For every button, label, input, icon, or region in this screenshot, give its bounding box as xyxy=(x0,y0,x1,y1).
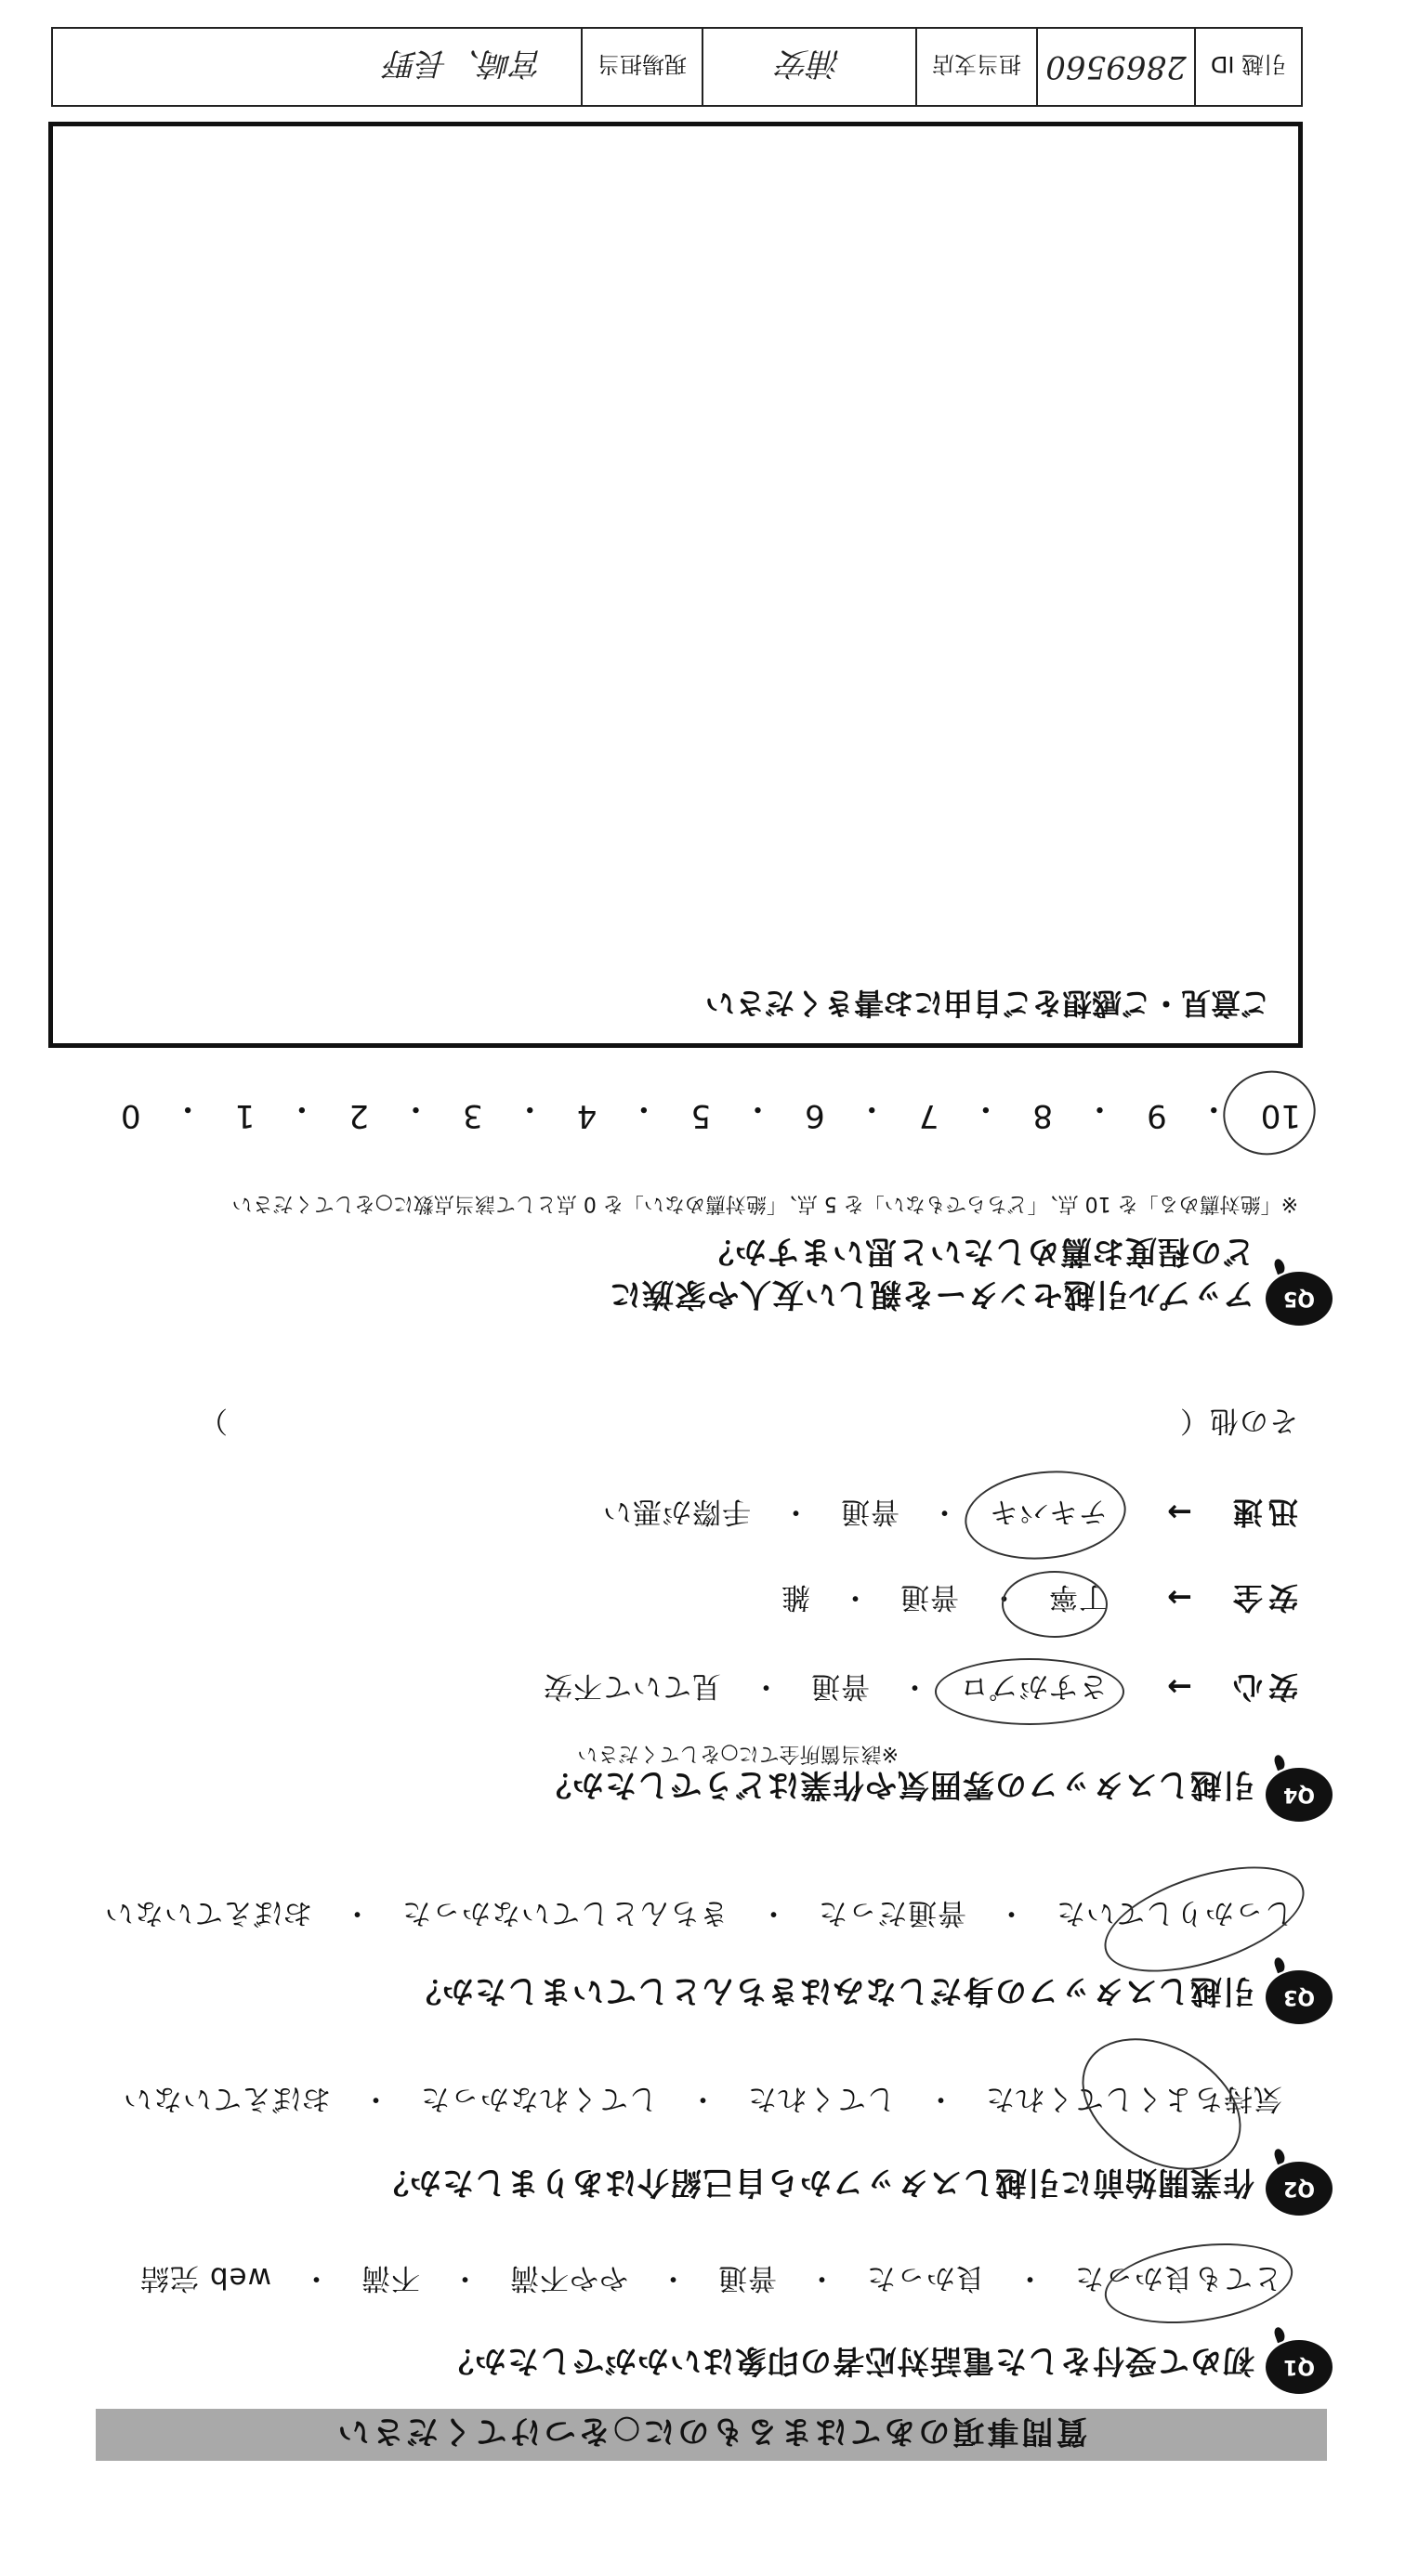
scale-dot: ・ xyxy=(969,1090,1002,1127)
scale-9[interactable]: 9 xyxy=(1147,1097,1167,1134)
q5-note: ※「絶対薦める」を 10 点、「どちらでもない」を 5 点、「絶対薦めない」を 0 点として該当点数に○をしてください xyxy=(231,1192,1298,1215)
q4-label-jinsoku: 迅速 → xyxy=(1162,1495,1298,1530)
instruction-text: 質問事項のあてはまるものに○をつけてください xyxy=(335,2413,1088,2451)
scale-3[interactable]: 3 xyxy=(463,1097,483,1134)
q3-question: 引越しスタッフの身だしなみはきちんとしていましたか？ xyxy=(409,1972,1254,2009)
q5-question-line1: アップル引越センターを親しい友人や家族に xyxy=(609,1275,1254,1313)
q4-jinsoku-circle xyxy=(961,1463,1131,1567)
scale-8[interactable]: 8 xyxy=(1032,1097,1054,1134)
scale-dot: ・ xyxy=(400,1090,432,1127)
q4-options-anzen[interactable]: 丁寧 ・ 普通 ・ 雑 xyxy=(781,1580,1108,1614)
scale-dot: ・ xyxy=(1083,1090,1116,1127)
scale-4[interactable]: 4 xyxy=(576,1097,597,1134)
scale-6[interactable]: 6 xyxy=(805,1097,825,1134)
q3-options[interactable]: しっかりしていた ・ 普通だった ・ きちんとしていなかった ・ おぼえていない xyxy=(104,1896,1293,1929)
scale-2[interactable]: 2 xyxy=(348,1097,369,1134)
q4-other[interactable]: その他（ ） xyxy=(198,1404,1298,1437)
scale-dot: ・ xyxy=(514,1090,546,1127)
staff-label: 現場担当 xyxy=(581,29,702,105)
instruction-header xyxy=(96,2409,1327,2461)
staff-value[interactable]: 宮崎、長野 xyxy=(386,45,544,83)
q4-question: 引越しスタッフの雰囲気や作業はどうでしたか？ xyxy=(539,1766,1254,1803)
q4-label-anshin: 安心 → xyxy=(1162,1669,1298,1705)
scale-dot: ・ xyxy=(1198,1090,1230,1127)
id-value[interactable]: 2869560 xyxy=(1036,29,1194,105)
scale-10[interactable]: 10 xyxy=(1260,1097,1301,1134)
q2-question: 作業開始前に引越しスタッフから自己紹介はありましたか？ xyxy=(376,2164,1254,2201)
q4-anshin-circle xyxy=(935,1658,1124,1725)
scale-dot: ・ xyxy=(627,1090,660,1127)
scale-1[interactable]: 1 xyxy=(234,1097,256,1134)
q4-options-jinsoku[interactable]: テキパキ ・ 普通 ・ 手際が悪い xyxy=(602,1495,1108,1528)
q4-options-anshin[interactable]: さすがプロ ・ 普通 ・ 見ていて不安 xyxy=(543,1669,1108,1703)
scale-dot: ・ xyxy=(742,1090,774,1127)
comment-box[interactable] xyxy=(48,122,1303,1048)
id-label: 引越 ID xyxy=(1194,29,1301,105)
q1-answer-circle xyxy=(1099,2232,1297,2334)
q4-badge: Q4 xyxy=(1266,1768,1333,1822)
q1-badge: Q1 xyxy=(1266,2340,1333,2394)
branch-value[interactable]: 浦安 xyxy=(702,29,915,105)
q5-question-line2: どの程度お薦めしたいと思いますか？ xyxy=(702,1233,1254,1270)
q2-badge: Q2 xyxy=(1266,2162,1333,2216)
q4-note: ※該当箇所全てに○をしてください xyxy=(577,1742,899,1765)
id-table xyxy=(51,27,1303,107)
scale-dot: ・ xyxy=(172,1090,204,1127)
scale-7[interactable]: 7 xyxy=(918,1097,939,1134)
q3-badge: Q3 xyxy=(1266,1970,1333,2024)
branch-label: 担当支店 xyxy=(915,29,1036,105)
scale-0[interactable]: 0 xyxy=(121,1097,141,1134)
q1-options[interactable]: とても良かった ・ 良かった ・ 普通 ・ やや不満 ・ 不満 ・ web 完結 xyxy=(139,2261,1282,2295)
q5-badge: Q5 xyxy=(1266,1272,1333,1326)
q5-answer-circle xyxy=(1214,1061,1325,1166)
scale-dot: ・ xyxy=(285,1090,318,1127)
comment-title: ご意見・ご感想をご自由にお書きください xyxy=(704,986,1270,1021)
q1-question: 初めて受付をした電話対応者の印象はいかがでしたか？ xyxy=(441,2342,1254,2379)
q4-anzen-circle xyxy=(1002,1571,1108,1638)
scale-dot: ・ xyxy=(856,1090,888,1127)
q5-scale xyxy=(121,1089,1301,1134)
q4-label-anzen: 安全 → xyxy=(1162,1580,1298,1615)
q2-options[interactable]: 気持ちよくしてくれた ・ してくれた ・ してくれなかった ・ おぼえていない xyxy=(123,2082,1282,2115)
scale-5[interactable]: 5 xyxy=(690,1097,712,1134)
